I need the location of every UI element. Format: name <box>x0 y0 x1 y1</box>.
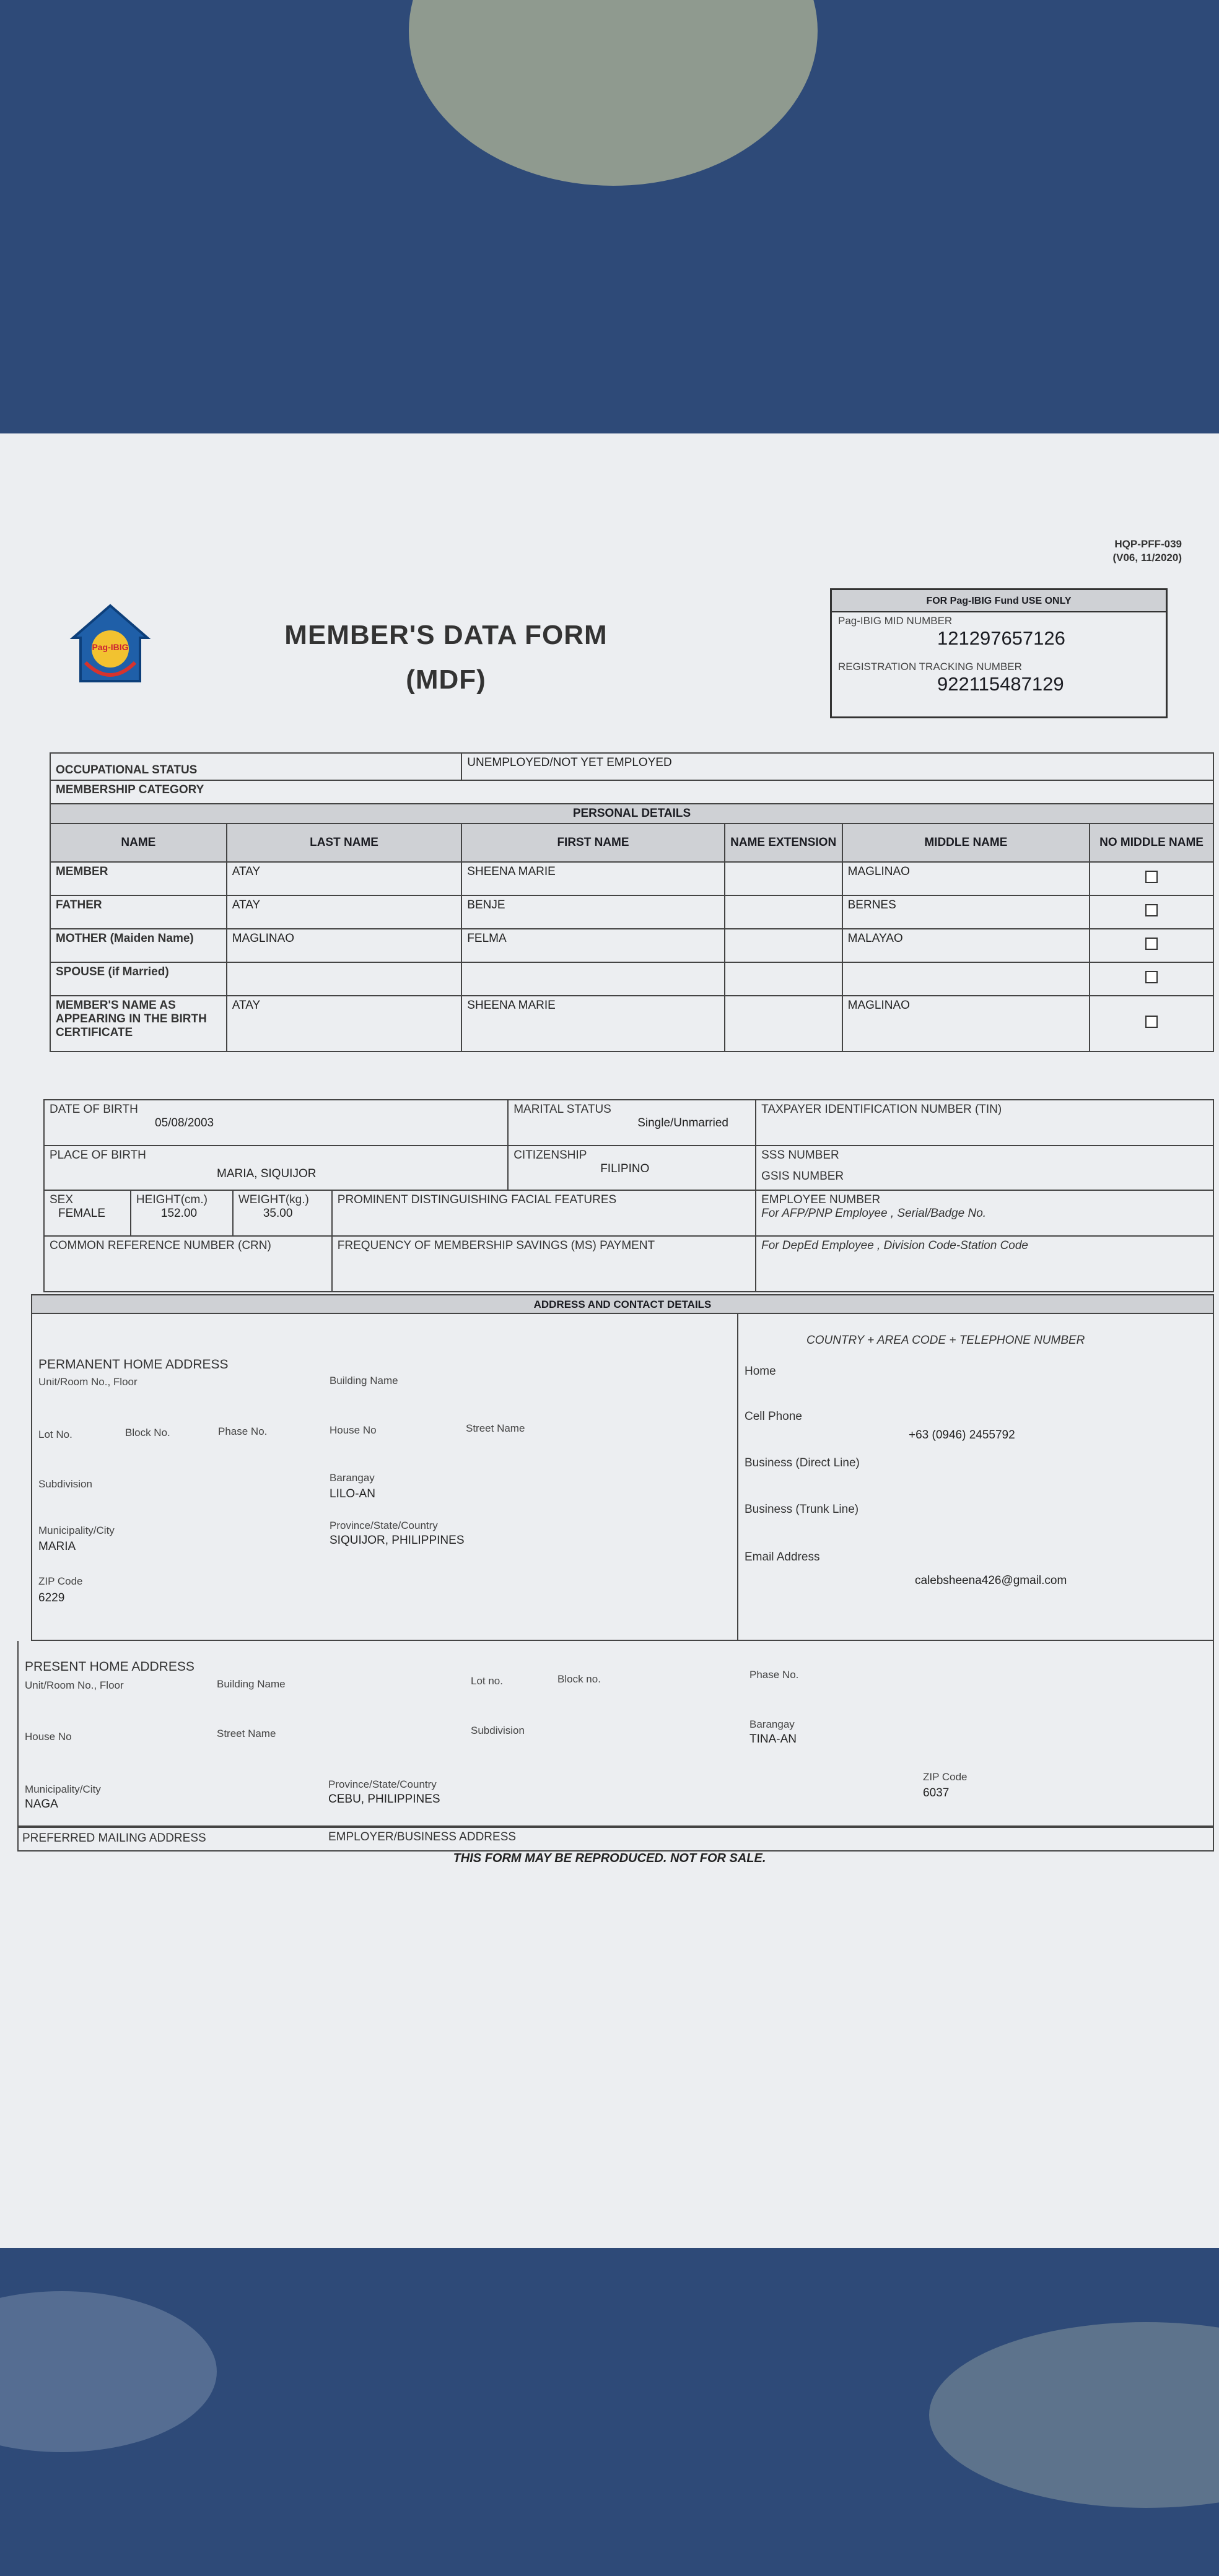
present-address-label: PRESENT HOME ADDRESS <box>25 1660 194 1674</box>
height-value: 152.00 <box>160 1207 198 1220</box>
rtn-value: 922115487129 <box>937 673 1064 695</box>
subdivision-label: Subdivision <box>38 1478 92 1490</box>
barangay-label: Barangay <box>749 1718 795 1730</box>
tin-field[interactable]: TAXPAYER IDENTIFICATION NUMBER (TIN) <box>756 1100 1213 1146</box>
personal-details-header: PERSONAL DETAILS <box>50 804 1213 824</box>
personal-info-table <box>43 1099 1214 1292</box>
row-label: MEMBER <box>50 862 227 895</box>
fund-use-box <box>830 588 1168 718</box>
zip-label: ZIP Code <box>38 1575 83 1587</box>
weight-field[interactable] <box>233 1190 332 1236</box>
logo-text: Pag-IBIG <box>92 642 129 652</box>
middle-name-cell[interactable]: BERNES <box>842 895 1090 929</box>
lot-label: Lot No. <box>38 1429 72 1440</box>
building-label: Building Name <box>330 1375 398 1386</box>
weight-label: WEIGHT(kg.) <box>238 1193 309 1206</box>
barangay-value[interactable]: TINA-AN <box>749 1733 797 1746</box>
rtn-label: REGISTRATION TRACKING NUMBER <box>838 661 1022 672</box>
province-label: Province/State/Country <box>330 1520 438 1531</box>
pag-ibig-logo <box>67 601 154 687</box>
phase-label: Phase No. <box>749 1669 799 1681</box>
unit-label: Unit/Room No., Floor <box>38 1376 138 1388</box>
business-direct-label: Business (Direct Line) <box>745 1456 860 1469</box>
title-line-1: MEMBER'S DATA FORM <box>284 620 608 650</box>
middle-name-cell[interactable]: MALAYAO <box>842 929 1090 962</box>
street-label: Street Name <box>217 1728 276 1739</box>
building-label: Building Name <box>217 1678 286 1690</box>
last-name-cell[interactable] <box>227 962 462 996</box>
preferred-mailing-label[interactable]: PREFERRED MAILING ADDRESS <box>22 1832 206 1845</box>
place-of-birth-field[interactable] <box>44 1146 508 1190</box>
occupational-status-value: UNEMPLOYED/NOT YET EMPLOYED <box>461 753 1213 780</box>
col-name-extension: NAME EXTENSION <box>725 824 842 862</box>
col-middle-name: MIDDLE NAME <box>842 824 1090 862</box>
row-label: SPOUSE (if Married) <box>50 962 227 996</box>
form-paper <box>0 433 1219 2248</box>
facial-features-field[interactable]: PROMINENT DISTINGUISHING FACIAL FEATURES <box>332 1190 756 1236</box>
fund-use-header: FOR Pag-IBIG Fund USE ONLY <box>832 590 1166 612</box>
municipality-value[interactable]: NAGA <box>25 1798 58 1811</box>
middle-name-cell[interactable]: MAGLINAO <box>842 862 1090 895</box>
middle-name-cell[interactable]: MAGLINAO <box>842 996 1090 1051</box>
col-no-middle-name: NO MIDDLE NAME <box>1090 824 1213 862</box>
email-value[interactable]: calebsheena426@gmail.com <box>915 1574 1067 1587</box>
date-of-birth-field[interactable] <box>44 1100 508 1146</box>
table-row <box>50 962 1213 996</box>
zip-value[interactable]: 6229 <box>38 1591 65 1604</box>
height-label: HEIGHT(cm.) <box>136 1193 208 1206</box>
house-label: House No <box>330 1424 377 1436</box>
employee-number-label: EMPLOYEE NUMBER <box>761 1193 881 1206</box>
no-middle-name-checkbox[interactable] <box>1145 904 1158 916</box>
municipality-value[interactable]: MARIA <box>38 1540 76 1553</box>
date-of-birth-label: DATE OF BIRTH <box>50 1103 138 1116</box>
marital-status-value: Single/Unmarried <box>637 1116 728 1129</box>
present-address-section <box>17 1641 1214 1827</box>
footer-note: THIS FORM MAY BE REPRODUCED. NOT FOR SALE. <box>453 1852 766 1865</box>
permanent-address-label: PERMANENT HOME ADDRESS <box>38 1357 229 1372</box>
last-name-cell[interactable]: ATAY <box>227 862 462 895</box>
mid-number-value: 121297657126 <box>937 627 1065 649</box>
row-label: MOTHER (Maiden Name) <box>50 929 227 962</box>
email-label: Email Address <box>745 1551 820 1564</box>
name-extension-cell[interactable] <box>725 895 842 929</box>
cell-phone-label: Cell Phone <box>745 1410 802 1423</box>
lot-label: Lot no. <box>471 1675 503 1687</box>
last-name-cell[interactable]: ATAY <box>227 895 462 929</box>
row-label: FATHER <box>50 895 227 929</box>
name-extension-cell[interactable] <box>725 862 842 895</box>
table-row <box>50 929 1213 962</box>
sex-label: SEX <box>50 1193 74 1206</box>
no-middle-name-checkbox[interactable] <box>1145 938 1158 950</box>
employer-address-label[interactable]: EMPLOYER/BUSINESS ADDRESS <box>328 1830 517 1843</box>
phase-label: Phase No. <box>218 1425 268 1437</box>
first-name-cell[interactable]: SHEENA MARIE <box>461 996 724 1051</box>
background-pattern <box>0 2291 217 2452</box>
barangay-value[interactable]: LILO-AN <box>330 1487 375 1500</box>
province-value[interactable]: SIQUIJOR, PHILIPPINES <box>330 1534 465 1547</box>
gsis-number-label: GSIS NUMBER <box>761 1170 844 1183</box>
sss-number-label: SSS NUMBER <box>761 1149 839 1162</box>
zip-value[interactable]: 6037 <box>923 1786 950 1799</box>
house-label: House No <box>25 1731 72 1743</box>
block-label: Block No. <box>125 1427 170 1438</box>
date-of-birth-value: 05/08/2003 <box>155 1116 214 1129</box>
citizenship-label: CITIZENSHIP <box>513 1149 587 1162</box>
zip-label: ZIP Code <box>923 1771 968 1783</box>
table-row <box>50 996 1213 1051</box>
barangay-label: Barangay <box>330 1472 375 1484</box>
street-label: Street Name <box>466 1422 525 1434</box>
background-pattern <box>409 0 818 186</box>
municipality-label: Municipality/City <box>38 1525 115 1536</box>
last-name-cell[interactable]: MAGLINAO <box>227 929 462 962</box>
no-middle-name-checkbox[interactable] <box>1145 871 1158 883</box>
table-row <box>50 895 1213 929</box>
contact-header: COUNTRY + AREA CODE + TELEPHONE NUMBER <box>806 1334 1085 1347</box>
place-of-birth-value: MARIA, SIQUIJOR <box>217 1167 317 1180</box>
deped-field[interactable]: For DepEd Employee , Division Code-Station Code <box>756 1236 1213 1292</box>
cell-phone-value[interactable]: +63 (0946) 2455792 <box>909 1429 1015 1442</box>
background-pattern <box>929 2322 1219 2508</box>
form-code-number: HQP-PFF-039 <box>1114 538 1182 550</box>
col-last-name: LAST NAME <box>227 824 462 862</box>
first-name-cell[interactable]: BENJE <box>461 895 724 929</box>
mid-number-label: Pag-IBIG MID NUMBER <box>838 615 953 627</box>
first-name-cell[interactable]: FELMA <box>461 929 724 962</box>
sss-gsis-field[interactable] <box>756 1146 1213 1190</box>
middle-name-cell[interactable] <box>842 962 1090 996</box>
municipality-label: Municipality/City <box>25 1783 101 1795</box>
place-of-birth-label: PLACE OF BIRTH <box>50 1149 146 1162</box>
home-phone-label: Home <box>745 1365 776 1378</box>
weight-value: 35.00 <box>263 1207 293 1220</box>
business-trunk-label: Business (Trunk Line) <box>745 1503 859 1516</box>
name-extension-cell[interactable] <box>725 929 842 962</box>
mailing-row <box>17 1827 1214 1852</box>
form-version: (V06, 11/2020) <box>1112 552 1182 564</box>
address-contact-section <box>31 1294 1214 1641</box>
sex-field[interactable] <box>44 1190 131 1236</box>
no-middle-name-checkbox[interactable] <box>1145 971 1158 983</box>
name-extension-cell[interactable] <box>725 996 842 1051</box>
sex-value: FEMALE <box>58 1207 106 1220</box>
address-section-header: ADDRESS AND CONTACT DETAILS <box>32 1295 1213 1314</box>
col-first-name: FIRST NAME <box>461 824 724 862</box>
last-name-cell[interactable]: ATAY <box>227 996 462 1051</box>
afp-pnp-label: For AFP/PNP Employee , Serial/Badge No. <box>761 1207 987 1220</box>
citizenship-field[interactable] <box>508 1146 756 1190</box>
province-label: Province/State/Country <box>328 1778 437 1790</box>
personal-details-table <box>50 752 1214 1052</box>
citizenship-value: FILIPINO <box>600 1162 650 1175</box>
first-name-cell[interactable]: SHEENA MARIE <box>461 862 724 895</box>
col-name: NAME <box>50 824 227 862</box>
form-title <box>254 613 638 702</box>
occupational-status-label: OCCUPATIONAL STATUS <box>50 753 461 780</box>
no-middle-name-checkbox[interactable] <box>1145 1016 1158 1028</box>
form-code <box>1112 537 1182 565</box>
ms-payment-frequency-field[interactable]: FREQUENCY OF MEMBERSHIP SAVINGS (MS) PAYMENT <box>332 1236 756 1292</box>
table-row <box>50 862 1213 895</box>
subdivision-label: Subdivision <box>471 1725 525 1736</box>
height-field[interactable] <box>131 1190 233 1236</box>
province-value[interactable]: CEBU, PHILIPPINES <box>328 1793 440 1806</box>
divider <box>737 1314 738 1640</box>
membership-category-label: MEMBERSHIP CATEGORY <box>50 780 1213 804</box>
employee-number-field[interactable] <box>756 1190 1213 1236</box>
marital-status-field[interactable] <box>508 1100 756 1146</box>
crn-field[interactable]: COMMON REFERENCE NUMBER (CRN) <box>44 1236 332 1292</box>
block-label: Block no. <box>557 1673 601 1685</box>
unit-label: Unit/Room No., Floor <box>25 1679 124 1691</box>
first-name-cell[interactable] <box>461 962 724 996</box>
title-line-2: (MDF) <box>406 664 486 695</box>
name-extension-cell[interactable] <box>725 962 842 996</box>
marital-status-label: MARITAL STATUS <box>513 1103 611 1116</box>
row-label: MEMBER'S NAME AS APPEARING IN THE BIRTH CERTIFICATE <box>50 996 227 1051</box>
